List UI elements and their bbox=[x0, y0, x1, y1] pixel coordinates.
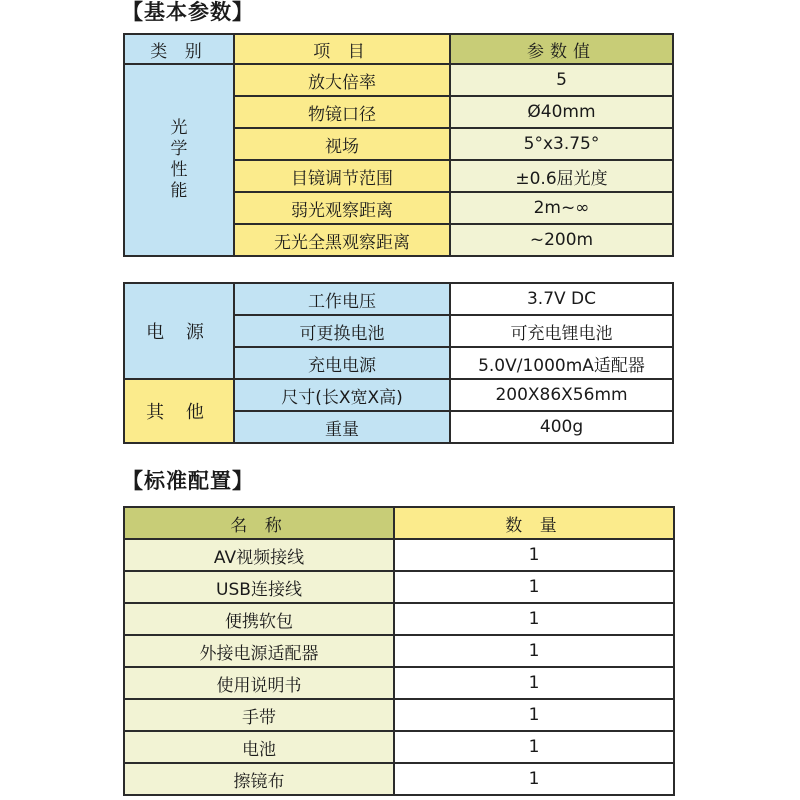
header-value: 参数值 bbox=[450, 34, 673, 64]
name-cell: 外接电源适配器 bbox=[124, 635, 394, 667]
name-cell: 便携软包 bbox=[124, 603, 394, 635]
value-cell: 5 bbox=[450, 64, 673, 96]
item-cell: 尺寸(长X宽X高) bbox=[234, 379, 450, 411]
item-cell: 充电电源 bbox=[234, 347, 450, 379]
category-power: 电 源 bbox=[124, 283, 234, 379]
category-char: 光 bbox=[170, 118, 188, 138]
table-row bbox=[124, 571, 674, 603]
name-cell: 擦镜布 bbox=[124, 763, 394, 795]
table-header-row bbox=[124, 34, 673, 64]
quantity-cell: 1 bbox=[394, 539, 674, 571]
value-cell: 5.0V/1000mA适配器 bbox=[450, 347, 673, 379]
category-char: 能 bbox=[170, 181, 188, 201]
quantity-cell: 1 bbox=[394, 731, 674, 763]
item-cell: 物镜口径 bbox=[234, 96, 450, 128]
quantity-cell: 1 bbox=[394, 635, 674, 667]
value-cell: 3.7V DC bbox=[450, 283, 673, 315]
name-cell: 电池 bbox=[124, 731, 394, 763]
item-cell: 视场 bbox=[234, 128, 450, 160]
item-cell: 无光全黑观察距离 bbox=[234, 224, 450, 256]
item-cell: 工作电压 bbox=[234, 283, 450, 315]
section-title-standard-config: 【标准配置】 bbox=[122, 469, 254, 493]
category-char: 学 bbox=[170, 139, 188, 159]
table-header-row bbox=[124, 507, 674, 539]
quantity-cell: 1 bbox=[394, 667, 674, 699]
name-cell: AV视频接线 bbox=[124, 539, 394, 571]
table-row bbox=[124, 667, 674, 699]
category-other: 其 他 bbox=[124, 379, 234, 443]
quantity-cell: 1 bbox=[394, 603, 674, 635]
name-cell: 手带 bbox=[124, 699, 394, 731]
category-optical bbox=[124, 64, 234, 256]
item-cell: 放大倍率 bbox=[234, 64, 450, 96]
table-row bbox=[124, 603, 674, 635]
item-cell: 目镜调节范围 bbox=[234, 160, 450, 192]
table-row bbox=[124, 283, 673, 315]
power-other-table bbox=[123, 282, 674, 444]
table-row bbox=[124, 379, 673, 411]
name-cell: 使用说明书 bbox=[124, 667, 394, 699]
value-cell: 2m~∞ bbox=[450, 192, 673, 224]
table-row bbox=[124, 64, 673, 96]
value-cell: 400g bbox=[450, 411, 673, 443]
header-quantity: 数 量 bbox=[394, 507, 674, 539]
header-name: 名 称 bbox=[124, 507, 394, 539]
name-cell: USB连接线 bbox=[124, 571, 394, 603]
quantity-cell: 1 bbox=[394, 571, 674, 603]
table-row bbox=[124, 699, 674, 731]
quantity-cell: 1 bbox=[394, 763, 674, 795]
item-cell: 可更换电池 bbox=[234, 315, 450, 347]
table-row bbox=[124, 763, 674, 795]
basic-params-table bbox=[123, 33, 674, 257]
table-row bbox=[124, 539, 674, 571]
value-cell: 200X86X56mm bbox=[450, 379, 673, 411]
item-cell: 弱光观察距离 bbox=[234, 192, 450, 224]
header-item: 项 目 bbox=[234, 34, 450, 64]
value-cell: 5°x3.75° bbox=[450, 128, 673, 160]
quantity-cell: 1 bbox=[394, 699, 674, 731]
item-cell: 重量 bbox=[234, 411, 450, 443]
category-char: 性 bbox=[170, 160, 188, 180]
value-cell: Ø40mm bbox=[450, 96, 673, 128]
table-row bbox=[124, 731, 674, 763]
value-cell: 可充电锂电池 bbox=[450, 315, 673, 347]
section-title-basic-params: 【基本参数】 bbox=[122, 0, 254, 24]
value-cell: ±0.6屈光度 bbox=[450, 160, 673, 192]
table-row bbox=[124, 635, 674, 667]
value-cell: ~200m bbox=[450, 224, 673, 256]
header-category: 类 别 bbox=[124, 34, 234, 64]
standard-config-table bbox=[123, 506, 675, 796]
